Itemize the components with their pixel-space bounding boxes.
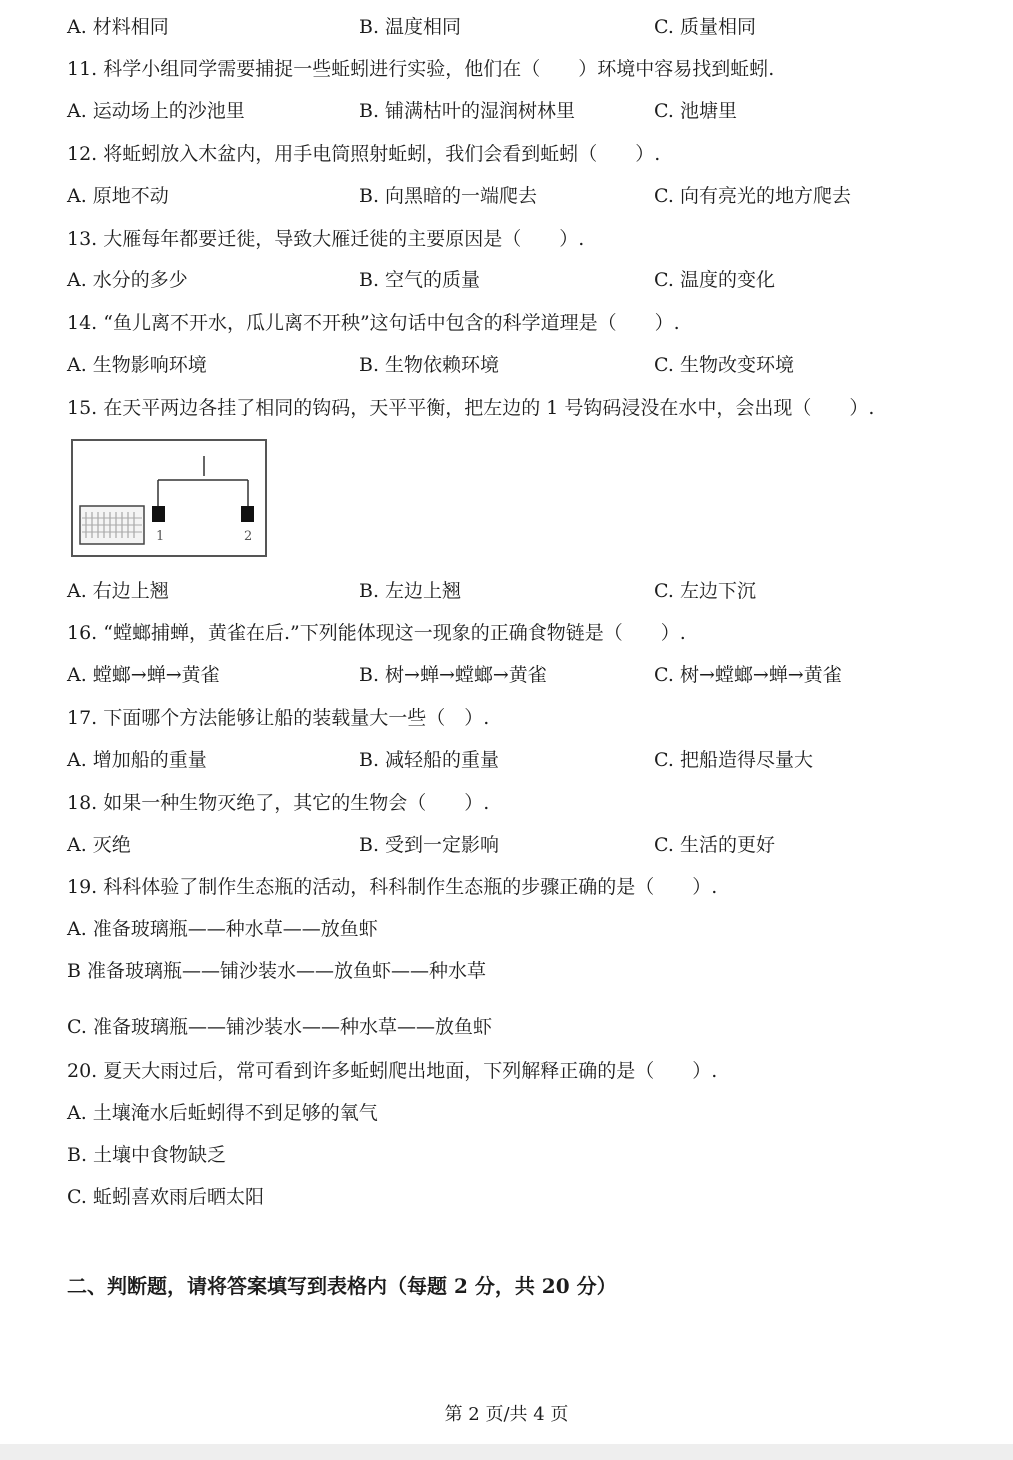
q12-stem: 12. 将蚯蚓放入木盆内，用手电筒照射蚯蚓，我们会看到蚯蚓（ ）. (67, 143, 661, 165)
q19-option-c: C. 准备玻璃瓶——铺沙装水——种水草——放鱼虾 (67, 1016, 492, 1038)
q19-stem: 19. 科科体验了制作生态瓶的活动，科科制作生态瓶的步骤正确的是（ ）. (67, 876, 718, 898)
q14-stem: 14. “鱼儿离不开水，瓜儿离不开秧”这句话中包含的科学道理是（ ）. (67, 312, 680, 334)
q17-option-a: A. 增加船的重量 (67, 749, 207, 771)
q17-option-c: C. 把船造得尽量大 (654, 749, 813, 771)
q20-option-a: A. 土壤淹水后蚯蚓得不到足够的氧气 (67, 1102, 378, 1124)
q18-option-a: A. 灭绝 (67, 834, 131, 856)
q16-stem: 16. “螳螂捕蝉，黄雀在后.”下列能体现这一现象的正确食物链是（ ）. (67, 622, 686, 644)
q15-stem: 15. 在天平两边各挂了相同的钩码，天平平衡，把左边的 1 号钩码浸没在水中，会出现（ ）. (67, 397, 875, 419)
q20-stem: 20. 夏天大雨过后，常可看到许多蚯蚓爬出地面，下列解释正确的是（ ）. (67, 1060, 718, 1082)
section-title: 二、判断题，请将答案填写到表格内（每题 2 分，共 20 分） (67, 1274, 617, 1298)
q10-option-a: A. 材料相同 (67, 16, 169, 38)
q19-option-b: B 准备玻璃瓶——铺沙装水——放鱼虾——种水草 (67, 960, 487, 982)
water-container (80, 506, 144, 544)
q14-option-c: C. 生物改变环境 (654, 354, 794, 376)
weight-2 (241, 506, 254, 522)
weight-2-label: 2 (244, 529, 253, 544)
q10-option-c: C. 质量相同 (654, 16, 756, 38)
q10-option-b: B. 温度相同 (359, 16, 462, 38)
q13-option-b: B. 空气的质量 (359, 269, 481, 291)
q13-option-c: C. 温度的变化 (654, 269, 775, 291)
q15-option-a: A. 右边上翘 (67, 580, 169, 602)
q13-stem: 13. 大雁每年都要迁徙，导致大雁迁徙的主要原因是（ ）. (67, 228, 585, 250)
bottom-bar (0, 1444, 1013, 1460)
page-footer: 第 2 页/共 4 页 (444, 1404, 569, 1425)
q14-option-a: A. 生物影响环境 (67, 354, 207, 376)
q15-option-b: B. 左边上翘 (359, 580, 462, 602)
balance-diagram (70, 438, 268, 558)
q20-option-c: C. 蚯蚓喜欢雨后晒太阳 (67, 1186, 264, 1208)
q18-option-b: B. 受到一定影响 (359, 834, 500, 856)
q17-option-b: B. 减轻船的重量 (359, 749, 500, 771)
q16-option-b: B. 树→蝉→螳螂→黄雀 (359, 664, 547, 686)
q18-option-c: C. 生活的更好 (654, 834, 775, 856)
q11-option-c: C. 池塘里 (654, 100, 737, 122)
q14-option-b: B. 生物依赖环境 (359, 354, 500, 376)
q11-option-a: A. 运动场上的沙池里 (67, 100, 245, 122)
q17-stem: 17. 下面哪个方法能够让船的装载量大一些（ ）. (67, 707, 490, 729)
q16-option-c: C. 树→螳螂→蝉→黄雀 (654, 664, 842, 686)
q19-option-a: A. 准备玻璃瓶——种水草——放鱼虾 (67, 918, 378, 940)
q11-option-b: B. 铺满枯叶的湿润树林里 (359, 100, 576, 122)
q13-option-a: A. 水分的多少 (67, 269, 188, 291)
q20-option-b: B. 土壤中食物缺乏 (67, 1144, 227, 1166)
q18-stem: 18. 如果一种生物灭绝了，其它的生物会（ ）. (67, 792, 490, 814)
weight-1-label: 1 (156, 529, 165, 544)
q15-option-c: C. 左边下沉 (654, 580, 756, 602)
weight-1 (152, 506, 165, 522)
q12-option-b: B. 向黑暗的一端爬去 (359, 185, 538, 207)
q12-option-c: C. 向有亮光的地方爬去 (654, 185, 851, 207)
q16-option-a: A. 螳螂→蝉→黄雀 (67, 664, 220, 686)
q12-option-a: A. 原地不动 (67, 185, 169, 207)
q11-stem: 11. 科学小组同学需要捕捉一些蚯蚓进行实验，他们在（ ）环境中容易找到蚯蚓. (67, 58, 775, 80)
